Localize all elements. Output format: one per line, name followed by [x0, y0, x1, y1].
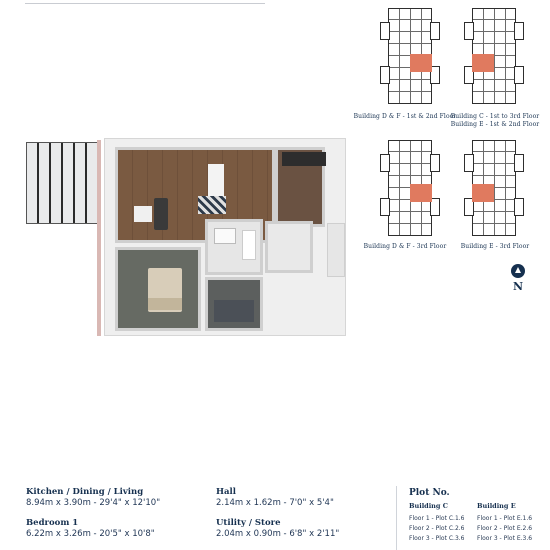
kitchen-area: [275, 147, 325, 227]
room-name: Bedroom 1: [26, 518, 79, 528]
keyplan-d-f-3: [380, 140, 440, 236]
keyplan-e-3: [464, 140, 524, 236]
plot-row: Floor 2 - Plot E.2.6: [477, 525, 533, 532]
floor-plan: [26, 138, 346, 338]
plot-heading: Plot No.: [409, 488, 450, 498]
balcony: [26, 142, 98, 224]
plot-row: Floor 1 - Plot E.1.6: [477, 515, 533, 522]
room-name: Utility / Store: [216, 518, 281, 528]
plot-highlight: [472, 54, 494, 72]
kitchen-counter: [282, 152, 326, 166]
plot-column-title: Building E: [477, 502, 516, 510]
utility-store: [265, 221, 313, 273]
room-size: 6.22m x 3.26m - 20'5" x 10'8": [26, 529, 155, 539]
room-size: 8.94m x 3.90m - 29'4" x 12'10": [26, 498, 161, 508]
room-size: 2.14m x 1.62m - 7'0" x 5'4": [216, 498, 334, 508]
plot-column-title: Building C: [409, 502, 448, 510]
shower: [242, 230, 256, 260]
keyplan-caption-1: Building D & F - 1st & 2nd Floor: [353, 113, 457, 120]
top-divider: [25, 0, 265, 4]
dining-table: [208, 164, 224, 196]
plot-row: Floor 2 - Plot C.2.6: [409, 525, 465, 532]
bed-pillow: [148, 298, 182, 310]
north-label: N: [513, 280, 524, 293]
hall: [205, 277, 263, 331]
kitchen-units: [327, 223, 345, 277]
room-name: Kitchen / Dining / Living: [26, 487, 144, 497]
hall-cabinet: [214, 300, 254, 322]
apartment-shell: [104, 138, 346, 336]
external-wall-marker: [97, 140, 101, 336]
sofa: [154, 198, 168, 230]
keyplan-caption-4: Building E - 3rd Floor: [460, 243, 530, 250]
plot-highlight: [472, 184, 494, 202]
coffee-table: [134, 206, 152, 222]
bedroom-1: [115, 247, 201, 331]
room-dimension: [26, 487, 160, 509]
keyplan-d-f-1-2: [380, 8, 440, 104]
rug: [198, 196, 226, 214]
bathroom: [205, 219, 263, 275]
plot-highlight: [410, 54, 432, 72]
keyplan-caption-2: Building C - 1st to 3rd Floor: [450, 113, 540, 120]
room-size: 2.04m x 0.90m - 6'8" x 2'11": [216, 529, 340, 539]
plot-row: Floor 1 - Plot C.1.6: [409, 515, 465, 522]
plot-row: Floor 3 - Plot E.3.6: [477, 535, 533, 542]
room-dimension: [216, 487, 334, 509]
keyplan-c-e: [464, 8, 524, 104]
plot-row: Floor 3 - Plot C.3.6: [409, 535, 465, 542]
bathtub: [214, 228, 236, 244]
plot-column-building-c: [409, 502, 479, 544]
plot-highlight: [410, 184, 432, 202]
north-arrow-icon: [511, 264, 525, 278]
room-dimension: [216, 518, 339, 540]
plot-number-table: [396, 486, 550, 550]
keyplan-caption-2b: Building E - 1st & 2nd Floor: [450, 121, 540, 128]
keyplan-caption-3: Building D & F - 3rd Floor: [363, 243, 447, 250]
room-name: Hall: [216, 487, 236, 497]
room-dimension: [26, 518, 155, 540]
plot-column-building-e: [477, 502, 547, 544]
